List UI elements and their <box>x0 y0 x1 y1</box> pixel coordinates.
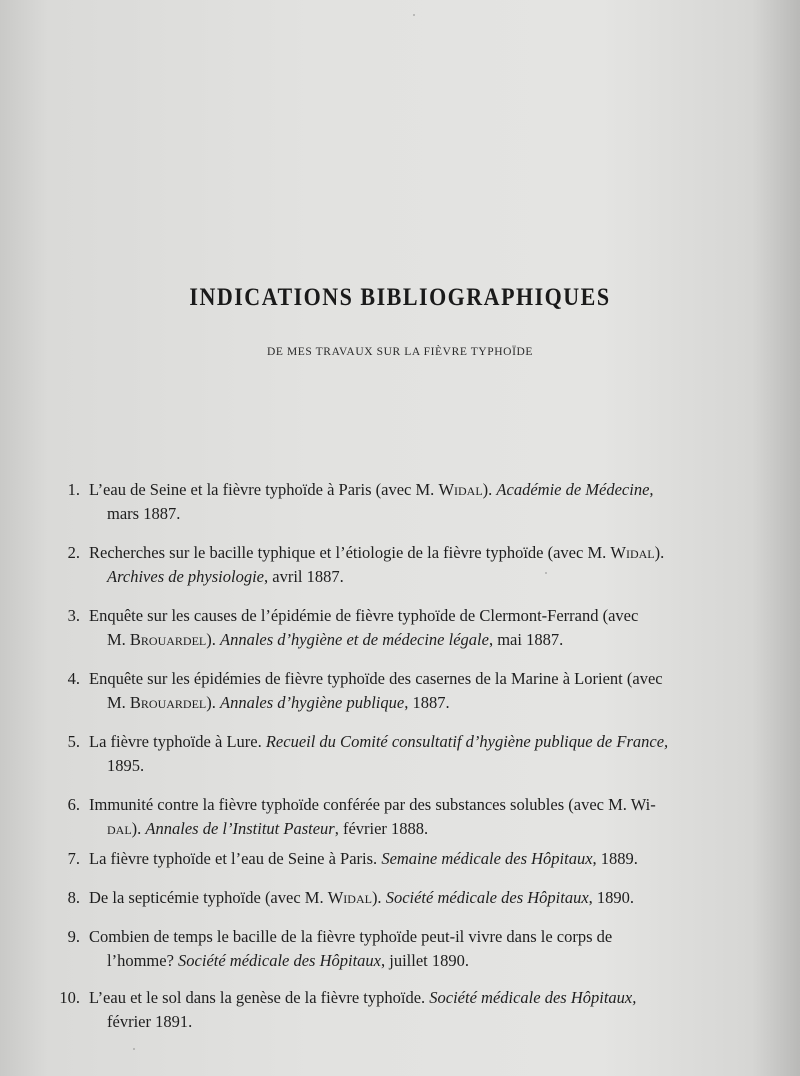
entry-journal: Société médicale des Hôpitaux, <box>429 988 637 1007</box>
entry-journal: Archives de physiologie <box>107 567 265 586</box>
entry-date: , 1887. <box>404 693 450 712</box>
scan-speck <box>133 1048 135 1050</box>
entry-title: L’eau et le sol dans la genèse de la fièvre typhoïde. <box>89 988 430 1007</box>
entry-journal: Annales de l’Institut Pasteur <box>145 819 335 838</box>
entry-title: Immunité contre la fièvre typhoïde conférée par des substances solubles (avec M. Wi- <box>89 795 656 814</box>
entry-journal: Académie de Médecine, <box>496 480 654 499</box>
entry-date: , juillet 1890. <box>381 951 470 970</box>
entry-author: Widal <box>327 888 372 907</box>
scan-speck <box>545 572 547 574</box>
entry-journal: Société médicale des Hôpitaux <box>385 888 589 907</box>
entry-text <box>89 478 729 526</box>
entry-text <box>89 847 729 871</box>
entry-punct: ). <box>371 888 386 907</box>
entry-number: 10. <box>59 988 80 1007</box>
entry-title: L’eau de Seine et la fièvre typhoïde à Paris (avec M. <box>89 480 439 499</box>
entry-text <box>89 793 729 841</box>
entry-text <box>89 604 729 652</box>
entry-number: 6. <box>67 795 80 814</box>
entry-title: La fièvre typhoïde à Lure. <box>89 732 266 751</box>
entry-date: , février 1888. <box>334 819 429 838</box>
scan-speck <box>413 14 415 16</box>
entry-text <box>89 925 729 973</box>
entry-title: Combien de temps le bacille de la fièvre typhoïde peut-il vivre dans le corps de <box>89 927 613 946</box>
entry-title: Enquête sur les épidémies de fièvre typhoïde des casernes de la Marine à Lorient (avec <box>89 669 663 688</box>
entry-date: , avril 1887. <box>264 567 344 586</box>
entry-line-2 <box>89 817 729 841</box>
entry-title: Enquête sur les causes de l’épidémie de fièvre typhoïde de Clermont-Ferrand (avec <box>89 606 639 625</box>
entry-line-2 <box>89 628 729 652</box>
entry-author: Brouardel <box>129 630 207 649</box>
entry-journal: Recueil du Comité consultatif d’hygiène publique de France, <box>265 732 669 751</box>
entry-number: 2. <box>67 543 80 562</box>
entry-punct: ). <box>206 630 221 649</box>
entry-number: 5. <box>67 732 80 751</box>
entry-punct: ). <box>131 819 146 838</box>
entry-text <box>89 730 729 778</box>
entry-line-2 <box>89 949 729 973</box>
entry-date: mars 1887. <box>107 504 181 523</box>
entry-title-cont: l’homme? <box>107 951 179 970</box>
entry-author: Brouardel <box>129 693 207 712</box>
entry-number: 4. <box>67 669 80 688</box>
entry-number: 7. <box>67 849 80 868</box>
entry-title: De la septicémie typhoïde (avec M. <box>89 888 328 907</box>
entry-number: 8. <box>67 888 80 907</box>
entry-title: Recherches sur le bacille typhique et l’étiologie de la fièvre typhoïde (avec M. <box>89 543 611 562</box>
entry-text <box>89 667 729 715</box>
entry-number: 3. <box>67 606 80 625</box>
entry-author-prefix: M. <box>107 630 130 649</box>
entry-punct: ). <box>654 543 665 562</box>
entry-journal: Société médicale des Hôpitaux <box>178 951 382 970</box>
entry-text <box>89 886 729 910</box>
entry-title: La fièvre typhoïde et l’eau de Seine à Paris. <box>89 849 382 868</box>
entry-punct: ). <box>206 693 221 712</box>
entry-number: 9. <box>67 927 80 946</box>
entry-journal: Semaine médicale des Hôpitaux <box>381 849 593 868</box>
entry-line-2 <box>89 691 729 715</box>
entry-journal: Annales d’hygiène publique <box>220 693 405 712</box>
entry-date: février 1891. <box>107 1012 193 1031</box>
entry-date: , 1889. <box>592 849 638 868</box>
entry-author: Widal <box>438 480 483 499</box>
entry-author: dal <box>107 819 132 838</box>
entry-author: Widal <box>610 543 655 562</box>
entry-line-2 <box>89 565 729 589</box>
entry-date: 1895. <box>107 756 145 775</box>
entry-text <box>89 541 729 589</box>
page-subtitle: DE MES TRAVAUX SUR LA FIÈVRE TYPHOÏDE <box>266 346 534 358</box>
entry-date: , mai 1887. <box>488 630 564 649</box>
entry-number: 1. <box>67 480 80 499</box>
entry-punct: ). <box>482 480 497 499</box>
entry-date: , 1890. <box>588 888 635 907</box>
entry-author-prefix: M. <box>107 693 130 712</box>
entry-journal: Annales d’hygiène et de médecine légale <box>220 630 489 649</box>
page-title: INDICATIONS BIBLIOGRAPHIQUES <box>189 282 611 311</box>
entry-text <box>89 986 729 1034</box>
